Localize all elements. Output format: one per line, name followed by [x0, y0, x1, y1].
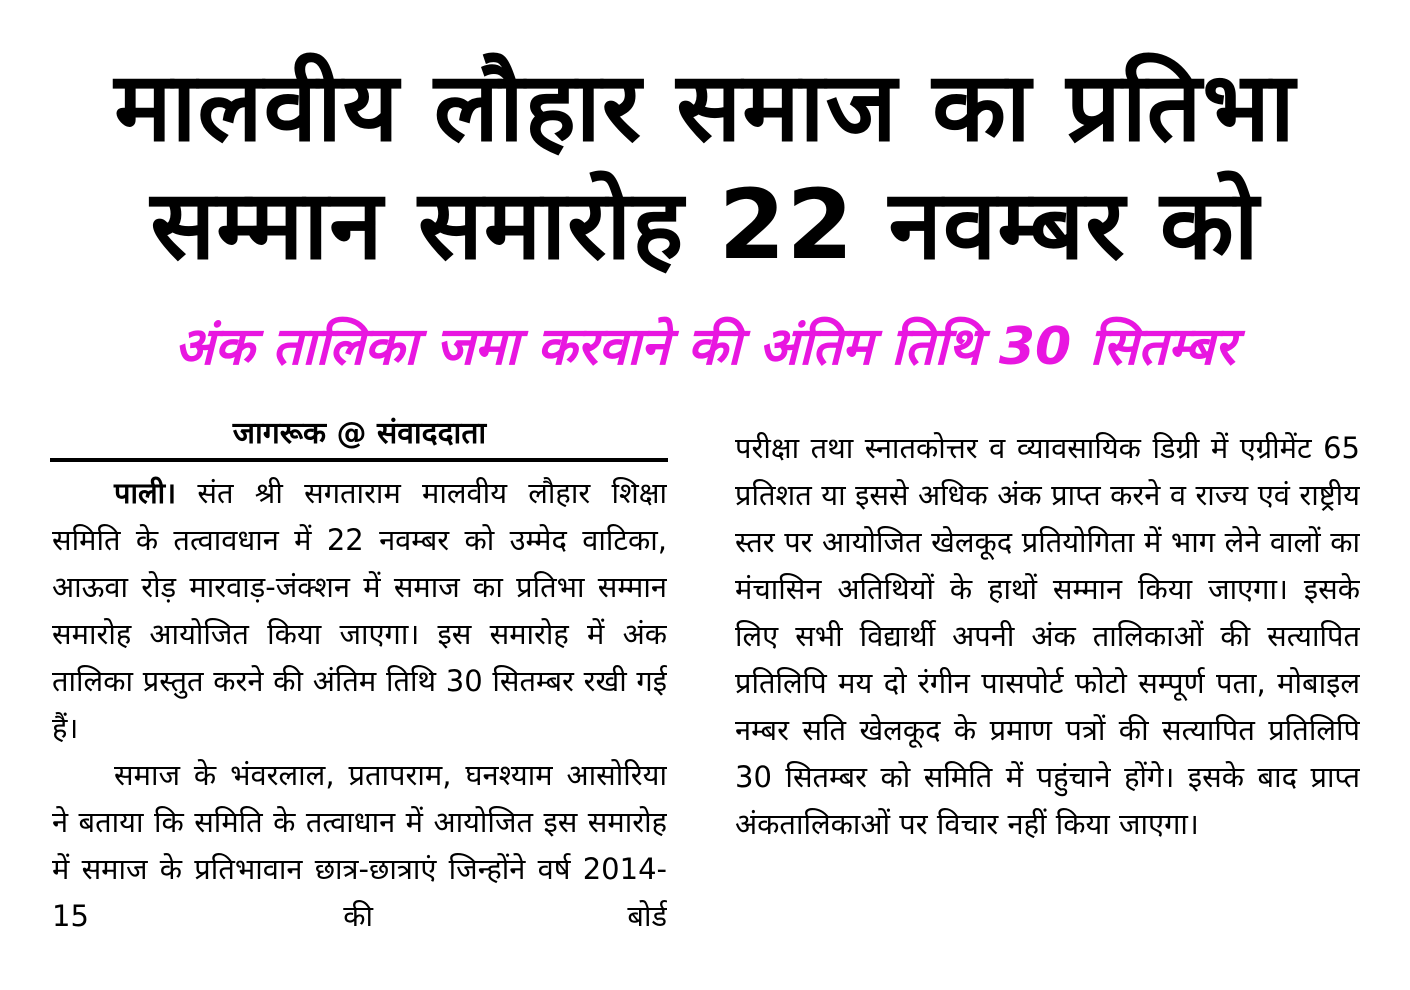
- headline-line-2: सम्मान समारोह 22 नवम्बर को: [150, 169, 1260, 281]
- headline-line-1: मालवीय लौहार समाज का प्रतिभा: [114, 51, 1296, 163]
- subheadline: अंक तालिका जमा करवाने की अंतिम तिथि 30 सितम्बर: [174, 317, 1236, 377]
- article-paragraph-2: समाज के भंवरलाल, प्रतापराम, घनश्याम आसोरिया ने बताया कि समिति के तत्वाधान में आयोजित इस समारोह में समाज के प्रतिभावान छात्र-छात्राएं जिन्होंने वर्ष 2014-15 की बोर्ड: [52, 758, 667, 933]
- article-paragraph-2-continued: परीक्षा तथा स्नातकोत्तर व व्यावसायिक डिग्री में एग्रीमेंट 65 प्रतिशत या इससे अधिक अंक प्राप्त करने व राज्य एवं राष्ट्रीय स्तर पर आयोजित खेलकूद प्रतियोगिता में भाग लेने वालों का मंचासिन अतिथियों के हाथों सम्मान किया जाएगा। इसके लिए सभी विद्यार्थी अपनी अंक तालिकाओं की सत्यापित प्रतिलिपि मय दो रंगीन पासपोर्ट फोटो सम्पूर्ण पता, मोबाइल नम्बर सति खेलकूद के प्रमाण पत्रों की सत्यापित प्रतिलिपि 30 सितम्बर को समिति में पहुंचाने होंगे। इसके बाद प्राप्त अंकतालिकाओं पर विचार नहीं किया जाएगा।: [735, 431, 1360, 841]
- paragraph-1-body: संत श्री सगताराम मालवीय लौहार शिक्षा समिति के तत्वावधान में 22 नवम्बर को उम्मेद वाटिका, आऊवा रोड़ मारवाड़-जंक्शन में समाज का प्रतिभा सम्मान समारोह आयोजित किया जाएगा। इस समारोह में अंक तालिका प्रस्तुत करने की अंतिम तिथि 30 सितम्बर रखी गई हैं।: [52, 476, 667, 745]
- article-column-right: [735, 425, 1360, 955]
- byline: जागरूक @ संवाददाता: [232, 416, 487, 451]
- article-column-left: [52, 470, 667, 950]
- byline-rule: [50, 458, 668, 462]
- dateline: पाली।: [114, 476, 177, 510]
- article-paragraph-1: [52, 470, 667, 752]
